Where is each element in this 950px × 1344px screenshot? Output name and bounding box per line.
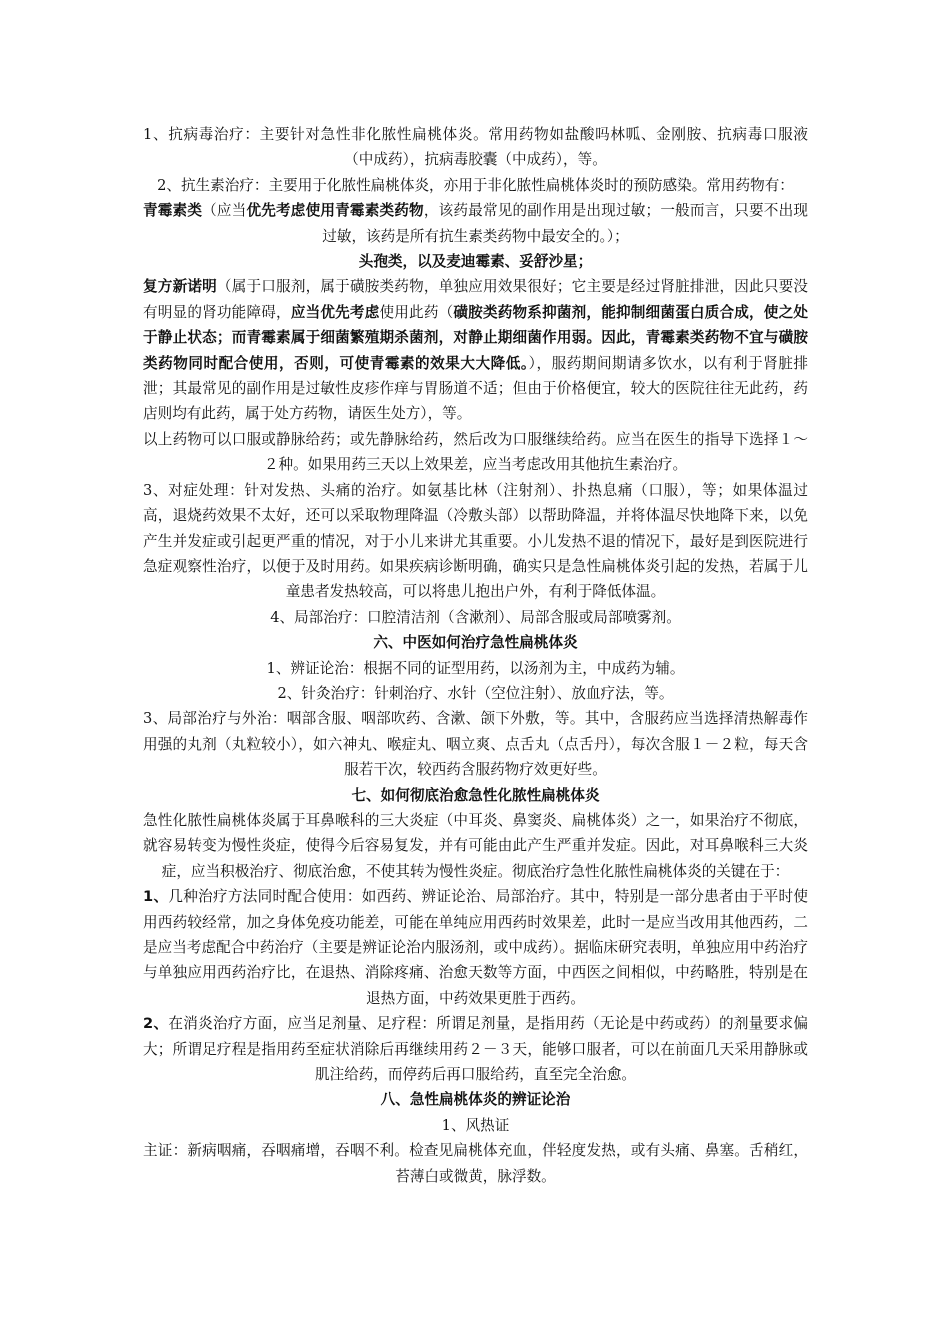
heading-section-8: 八、急性扁桃体炎的辨证论治 [380, 1091, 571, 1109]
paragraph-smz [143, 274, 808, 426]
text-run: ，该药最常见的副作用是出现过敏；一般而言，只要不出现过敏，该药是所有抗生素类药物中最安全的。）； [322, 202, 808, 245]
paragraph-cure-intro: 急性化脓性扁桃体炎属于耳鼻喉科的三大炎症（中耳炎、鼻窦炎、扁桃体炎）之一，如果治疗不彻底，就容易转变为慢性炎症，使得今后容易复发，并有可能由此产生严重并发症。因此，对耳鼻喉科三大炎症，应当积极治疗、彻底治愈，不使其转为慢性炎症。彻底治疗急性化脓性扁桃体炎的关键在于： [143, 811, 808, 880]
text-run: （应当 [202, 202, 247, 220]
bold-text: 优先考虑使用青霉素类药物 [246, 202, 424, 220]
heading-section-7: 七、如何彻底治愈急性化脓性扁桃体炎 [351, 786, 600, 804]
bold-text: 磺胺类药物系抑菌剂，能抑制细菌蛋白质合成，使之处于静止状态；而青霉素属于细菌繁殖期杀菌剂，对静止期细菌作用弱。因此，青霉素类药物不宜与磺胺类药物同时配合使用，否则，可使青霉素的效果大大降低。 [143, 303, 808, 372]
paragraph-antiviral: 1、抗病毒治疗：主要针对急性非化脓性扁桃体炎。常用药物如盐酸吗林呱、金刚胺、抗病毒口服液（中成药），抗病毒胶囊（中成药），等。 [143, 126, 808, 169]
paragraph-tcm-1: 1、辨证论治：根据不同的证型用药，以汤剂为主，中成药为辅。 [266, 659, 685, 677]
bold-text: 复方新诺明 [143, 278, 217, 296]
paragraph-main-symptoms: 主证：新病咽痛，吞咽痛增，吞咽不利。检查见扁桃体充血，伴轻度发热，或有头痛、鼻塞。舌稍红，苔薄白或微黄，脉浮数。 [143, 1142, 808, 1185]
bold-text: 青霉素类 [143, 202, 203, 220]
text-run: 在消炎治疗方面，应当足剂量、足疗程：所谓足剂量，是指用药（无论是中药或药）的剂量要求偏大；所谓足疗程是指用药至症状消除后再继续用药２－３天，能够口服者，可以在前面几天采用静脉或肌注给药，而停药后再口服给药，直至完全治愈。 [143, 1015, 808, 1084]
bold-text: 2、 [143, 1015, 169, 1033]
bold-text: 应当优先考虑 [290, 303, 380, 321]
paragraph-penicillin [143, 198, 808, 249]
paragraph-cure-2 [143, 1011, 808, 1087]
paragraph-tcm-2: 2、针灸治疗：针刺治疗、水针（空位注射）、放血疗法，等。 [277, 684, 674, 702]
document-body [143, 122, 808, 1189]
paragraph-wind-heat: 1、风热证 [441, 1116, 510, 1134]
text-run: 几种治疗方法同时配合使用：如西药、辨证论治、局部治疗。其中，特别是一部分患者由于平时使用西药较经常，加之身体免疫功能差，可能在单纯应用西药时效果差，此时一是应当改用其他西药，二是应当考虑配合中药治疗（主要是辨证论治内服汤剂，或中成药）。据临床研究表明，单独应用中药治疗与单独应用西药治疗比，在退热、消除疼痛、治愈天数等方面，中西医之间相似，中药略胜，特别是在退热方面，中药效果更胜于西药。 [143, 888, 808, 1007]
text-run: （属于口服剂，属于磺胺类药物，单独应用效果很好；它主要是经过肾脏排泄，因此只要没有明显的肾功能障碍， [143, 278, 808, 321]
paragraph-tcm-3: 3、局部治疗与外治：咽部含服、咽部吹药、含漱、颌下外敷，等。其中，含服药应当选择清热解毒作用强的丸剂（丸粒较小），如六神丸、喉症丸、咽立爽、点舌丸（点舌丹），每次含服１－２粒，每天含服若干次，较西药含服药物疗效更好些。 [143, 710, 808, 779]
heading-cephalosporin: 头孢类，以及麦迪霉素、妥舒沙星； [358, 253, 593, 271]
paragraph-dosage: 以上药物可以口服或静脉给药；或先静脉给药，然后改为口服继续给药。应当在医生的指导下选择１～２种。如果用药三天以上效果差，应当考虑改用其他抗生素治疗。 [143, 430, 808, 474]
heading-section-6: 六、中医如何治疗急性扁桃体炎 [373, 634, 578, 652]
text-run: ），服药期间期请多饮水，以有利于肾脏排泄；其最常见的副作用是过敏性皮疹作痒与胃肠道不适；但由于价格便宜，较大的医院往往无此药，药店则均有此药，属于处方药物，请医生处方），等。 [143, 354, 809, 423]
paragraph-local: 4、局部治疗：口腔清洁剂（含漱剂）、局部含服或局部喷雾剂。 [270, 608, 681, 626]
bold-text: 1、 [143, 888, 169, 906]
paragraph-antibiotic: 2、抗生素治疗：主要用于化脓性扁桃体炎，亦用于非化脓性扁桃体炎时的预防感染。常用药物有： [157, 176, 794, 194]
text-run: 使用此药（ [379, 303, 454, 321]
paragraph-cure-1 [143, 884, 808, 1011]
paragraph-symptomatic: 3、对症处理：针对发热、头痛的治疗。如氨基比林（注射剂）、扑热息痛（口服），等；如果体温过高，退烧药效果不太好，还可以采取物理降温（冷敷头部）以帮助降温，并将体温尽快地降下来，以免产生并发症或引起更严重的情况，对于小儿来讲尤其重要。小儿发热不退的情况下，最好是到医院进行急症观察性治疗，以便于及时用药。如果疾病诊断明确，确实只是急性扁桃体炎引起的发热，若属于儿童患者发热较高，可以将患儿抱出户外，有利于降低体温。 [143, 481, 808, 601]
